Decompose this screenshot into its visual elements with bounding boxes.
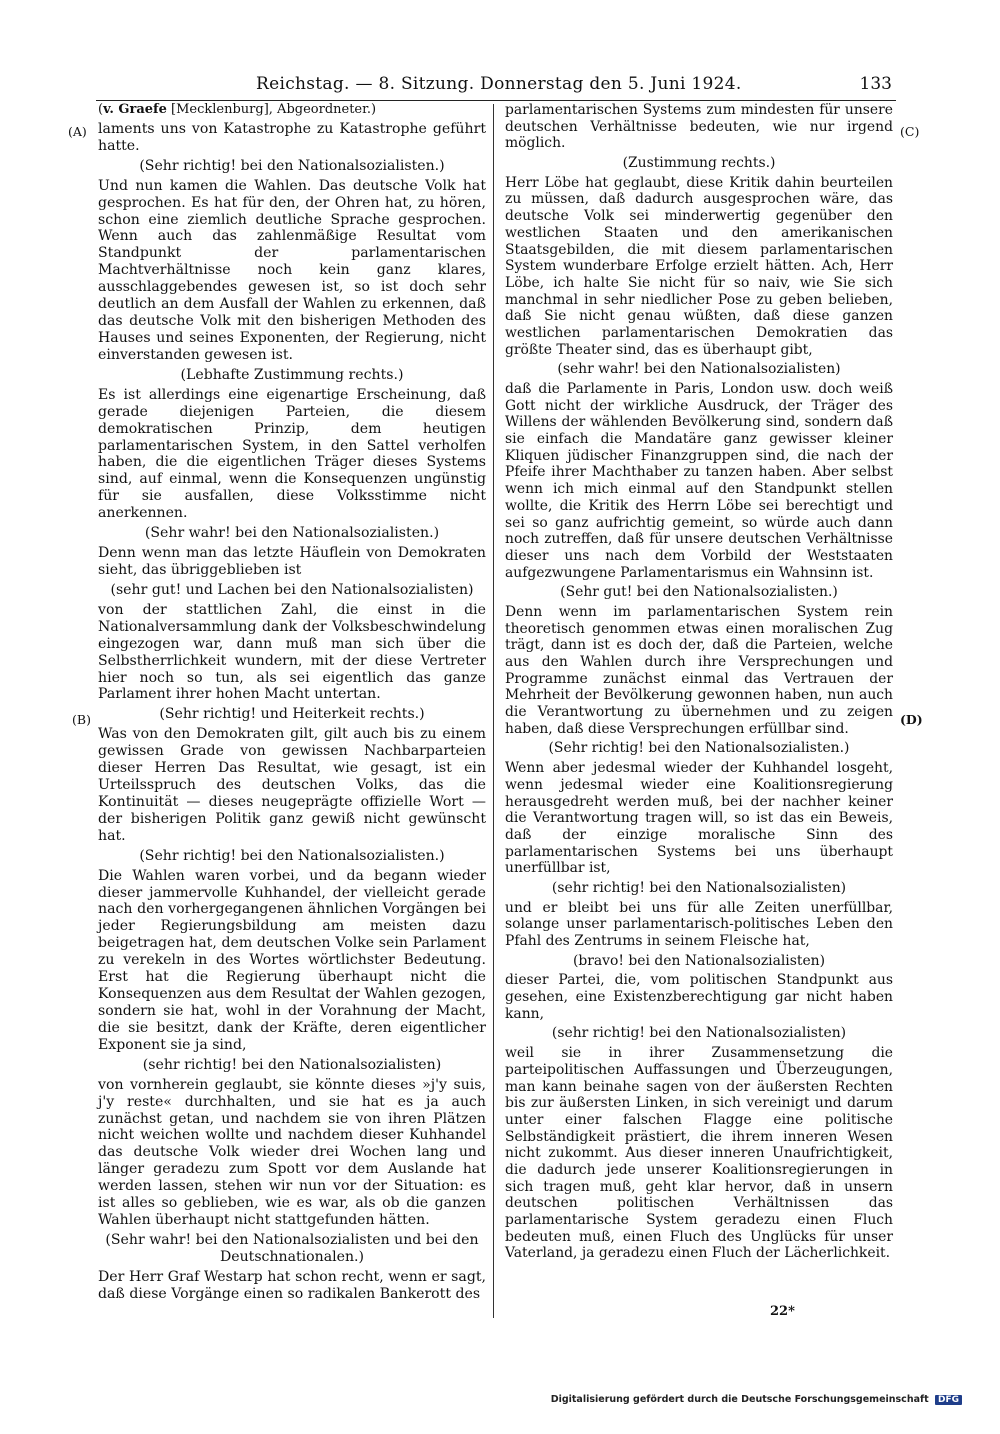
paragraph: laments uns von Katastrophe zu Katastrophe geführt hatte. bbox=[98, 120, 486, 154]
right-column bbox=[505, 102, 893, 1262]
margin-marker-d: (D) bbox=[900, 712, 923, 727]
paragraph: daß die Parlamente in Paris, London usw. doch weiß Gott nicht der wirkliche Ausdruck, der Träger des Willens der wählenden Bevölkerung sind, sondern daß sie einfach die Mandatäre ganz gewisser kleiner Kliquen jüdischer Finanzgruppen sind, die nach der Pfeife ihrer Machthaber zu tanzen haben. Aber selbst wenn ich mich einmal auf den Standpunkt stellen wollte, die Kritik des Herrn Löbe sei berechtigt und sei so ganz aufrichtig gemeint, so würde auch dann noch zutreffen, daß für unsere deutschen Verhältnisse dieser uns nach dem Vorbild der Weststaaten aufgezwungene Parlamentarismus ein Wahnsinn ist. bbox=[505, 381, 893, 581]
paragraph: Denn wenn man das letzte Häuflein von Demokraten sieht, das übriggeblieben ist bbox=[98, 545, 486, 578]
speaker-line: (v. Graefe [Mecklenburg], Abgeordneter.) bbox=[98, 102, 377, 117]
paragraph: von vornherein geglaubt, sie könnte dieses »j'y suis, j'y reste« durchhalten, und sie hat es ja auch zunächst getan, und nachdem sie von ihren Plätzen nicht weichen wollte und nachdem dieser Kuhhandel das deutsche Volk wieder drei Wochen lang und länger geradezu zum Spott vor dem Auslande hat werden lassen, stehen wir nun vor der Situation: es ist alles so geblieben, wie es war, als ob die ganzen Wahlen überhaupt nicht stattgefunden hätten. bbox=[98, 1076, 486, 1229]
paragraph: parlamentarischen Systems zum mindesten für unsere deutschen Verhältnisse bedeuten, wie nur irgend möglich. bbox=[505, 102, 893, 152]
interjection: (sehr richtig! bei den Nationalsozialisten) bbox=[551, 879, 847, 896]
running-title: Reichstag. — 8. Sitzung. Donnerstag den 5. Juni 1924. bbox=[256, 74, 742, 94]
interjection: (Zustimmung rechts.) bbox=[622, 155, 776, 172]
paragraph: Die Wahlen waren vorbei, und da begann wieder dieser jammervolle Kuhhandel, der vielleicht gerade nach den vorhergegangenen ähnlichen Vorgängen bei jeder Regierungsbildung am meisten dazu beigetragen hat, dem deutschen Volke sein Parlament zu verekeln in des Wortes wörtlichster Bedeutung. Erst hat die Regierung überhaupt nicht die Konsequenzen aus dem Resultat der Wahlen gezogen, sondern sie hat, wohl in der Vorahnung der Macht, die sie besitzt, dank der Kräfte, deren eigentlicher Exponent sie ja sind, bbox=[98, 867, 486, 1053]
left-column bbox=[98, 102, 486, 1303]
signature-mark: 22* bbox=[770, 1304, 795, 1319]
page-header bbox=[96, 72, 896, 101]
paragraph: Herr Löbe hat geglaubt, diese Kritik dahin beurteilen zu müssen, daß dadurch ausgesprochen wäre, das deutsche Volk sei minderwertig gegenüber den westlichen Staaten und den amerikanischen Staatsgebilden, die mit diesem parlamentarischen System wunderbare Erfolge erzielt hätten. Ach, Herr Löbe, ich halte Sie nicht für so naiv, wie Sie sich manchmal in sehr niedlicher Pose zu geben belieben, daß Sie nicht genau wüßten, daß diese ganzen westlichen parlamentarischen Demokratien das größte Theater sind, das es überhaupt gibt, bbox=[505, 174, 893, 358]
interjection: (Lebhafte Zustimmung rechts.) bbox=[180, 366, 404, 383]
page-number: 133 bbox=[859, 74, 892, 94]
paragraph: Was von den Demokraten gilt, gilt auch bis zu einem gewissen Grade von gewissen Nachbarparteien dieser Herren Das Resultat, wie gesagt, ist ein Urteilsspruch des deutschen Volks, das die Kontinuität — dieses neugeprägte offizielle Wort — der bisherigen Politik ganz gewiß nicht gewünscht hat. bbox=[98, 726, 486, 844]
margin-marker-a: (A) bbox=[68, 124, 87, 139]
paragraph: Wenn aber jedesmal wieder der Kuhhandel losgeht, wenn jedesmal wieder eine Koalitionsregierung herausgedreht werden muß, bei der nachher keiner die Verantwortung tragen will, so ist das ein Beweis, daß der einzige moralische Sinn des parlamentarischen Systems bei uns überhaupt unerfüllbar ist, bbox=[505, 760, 893, 877]
interjection: (sehr richtig! bei den Nationalsozialisten) bbox=[142, 1056, 442, 1073]
dfg-logo: DFG bbox=[935, 1395, 962, 1405]
paragraph: Und nun kamen die Wahlen. Das deutsche Volk hat gesprochen. Es hat für den, der Ohren hat, zu hören, schon eine ziemlich deutliche Sprache gesprochen. Wenn auch das zahlenmäßige Resultat vom Standpunkt der parlamentarischen Machtverhältnisse noch kein ganz klares, ausschlaggebendes gewesen ist, so ist doch sehr deutlich an dem Ausfall der Wahlen zu erkennen, daß das deutsche Volk mit den bisherigen Methoden des Hauses und seines Exponenten, der Regierung, nicht einverstanden gewesen ist. bbox=[98, 177, 486, 363]
paragraph: Der Herr Graf Westarp hat schon recht, wenn er sagt, daß diese Vorgänge einen so radikalen Bankerott des bbox=[98, 1268, 486, 1302]
paragraph: dieser Partei, die, vom politischen Standpunkt aus gesehen, eine Existenzberechtigung gar nicht haben kann, bbox=[505, 972, 893, 1022]
interjection: (bravo! bei den Nationalsozialisten) bbox=[572, 952, 826, 969]
paragraph: Es ist allerdings eine eigenartige Erscheinung, daß gerade diejenigen Parteien, die diesem demokratischen Prinzip, dem heutigen parlamentarischen System, in den Sattel verholfen haben, die die eigentlichen Träger dieses Systems sind, auf einmal, wenn die Konsequenzen ungünstig für sie ausfallen, diese Volksstimme nicht anerkennen. bbox=[98, 386, 486, 522]
paragraph: und er bleibt bei uns für alle Zeiten unerfüllbar, solange unser parlamentarisch-politisches Leben den Pfahl des Zentrums in seinem Fleische hat, bbox=[505, 899, 893, 949]
interjection: (Sehr gut! bei den Nationalsozialisten.) bbox=[560, 584, 838, 601]
paragraph: von der stattlichen Zahl, die einst in die Nationalversammlung dank der Volksbeschwindelung eingezogen war, dann muß man sich über die Selbstherrlichkeit wundern, mit der diese Vertreter hier noch so tun, als sei eigentlich das ganze Parlament ihrer hohen Macht untertan. bbox=[98, 601, 486, 703]
column-divider bbox=[493, 104, 494, 1318]
interjection: (sehr gut! und Lachen bei den Nationalsozialisten) bbox=[110, 581, 474, 598]
interjection: (Sehr richtig! bei den Nationalsozialisten.) bbox=[139, 157, 445, 174]
paragraph: weil sie in ihrer Zusammensetzung die parteipolitischen Auffassungen und Überzeugungen, man kann beinahe sagen von der äußersten Rechten bis zur äußersten Linken, in sich vereinigt und darum unter einer falschen Flagge eine politische Selbständigkeit prästiert, die ihrem inneren Wesen nicht zukommt. Aus dieser inneren Unaufrichtigkeit, die dadurch jede unserer Koalitionsregierungen in sich tragen muß, geht klar hervor, daß in unsern deutschen politischen Verhältnissen das parlamentarische System geradezu einen Fluch bedeuten muß, einen Fluch des Unglücks für unser Vaterland, ja geradezu einen Fluch der Lächerlichkeit. bbox=[505, 1045, 893, 1262]
interjection: (sehr richtig! bei den Nationalsozialisten) bbox=[551, 1025, 847, 1042]
interjection: (sehr wahr! bei den Nationalsozialisten) bbox=[557, 361, 841, 378]
interjection: (Sehr wahr! bei den Nationalsozialisten.) bbox=[144, 525, 440, 542]
margin-marker-c: (C) bbox=[900, 124, 920, 139]
interjection: (Sehr wahr! bei den Nationalsozialisten und bei den Deutschnationalen.) bbox=[105, 1232, 479, 1265]
interjection: (Sehr richtig! und Heiterkeit rechts.) bbox=[159, 706, 425, 723]
speaker-note: [Mecklenburg], Abgeordneter.) bbox=[171, 102, 377, 117]
footer-text: Digitalisierung gefördert durch die Deutsche Forschungsgemeinschaft bbox=[550, 1394, 929, 1405]
paragraph: Denn wenn im parlamentarischen System rein theoretisch genommen etwas einen moralischen Zug trägt, dann ist es doch der, daß die Parteien, welche aus den Wahlen durch ihre Versprechungen und Programme zunächst einmal das Vertrauen der Mehrheit der Bevölkerung gewonnen haben, nun auch die Verantwortung zu übernehmen und zu zeigen haben, daß diese Versprechungen erfüllbar sind. bbox=[505, 603, 893, 737]
margin-marker-b: (B) bbox=[72, 712, 91, 727]
interjection: (Sehr richtig! bei den Nationalsozialisten.) bbox=[139, 847, 445, 864]
interjection: (Sehr richtig! bei den Nationalsozialisten.) bbox=[548, 740, 850, 757]
footer-credit bbox=[551, 1394, 962, 1405]
speaker-name: v. Graefe bbox=[103, 102, 167, 117]
